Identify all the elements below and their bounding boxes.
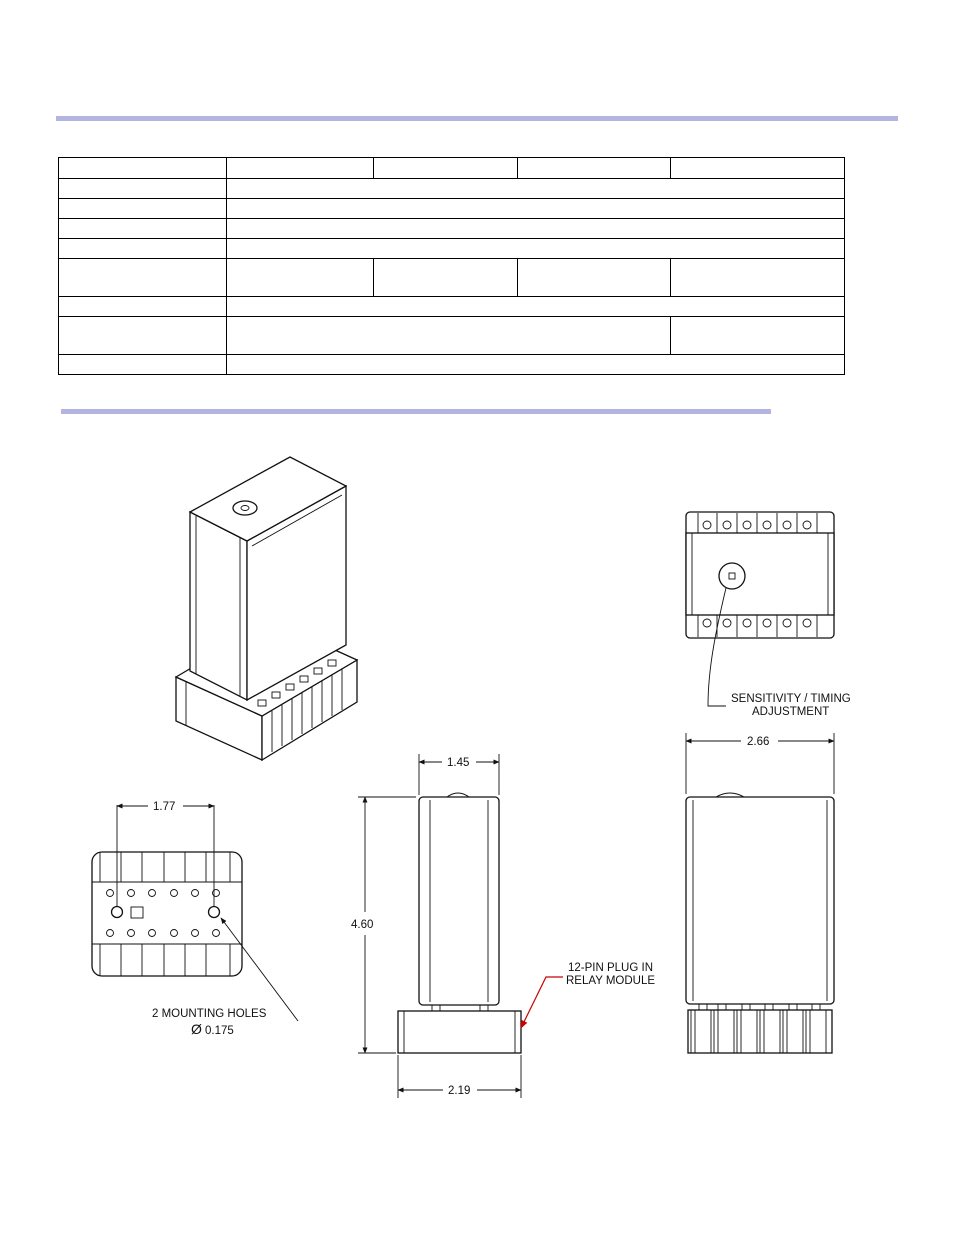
dim-height: 4.60	[351, 919, 374, 931]
plug-label-line2: RELAY MODULE	[566, 975, 656, 987]
isometric-view	[176, 457, 357, 760]
plug-label-line1: 12-PIN PLUG IN	[568, 962, 653, 974]
dim-front-width: 2.66	[747, 736, 770, 748]
side-view	[358, 754, 563, 1098]
front-view	[686, 733, 834, 1053]
dim-side-depth: 1.45	[447, 757, 470, 769]
dim-base-depth: 2.19	[448, 1085, 471, 1097]
mounting-holes-diameter: 0.175	[205, 1025, 234, 1037]
top-view	[686, 512, 834, 706]
dim-hole-spacing: 1.77	[153, 801, 176, 813]
diameter-symbol: Ø	[191, 1021, 202, 1037]
sensitivity-label-line2: ADJUSTMENT	[752, 706, 830, 718]
bottom-view	[92, 805, 298, 1021]
mounting-holes-label: 2 MOUNTING HOLES	[152, 1008, 267, 1020]
sensitivity-label-line1: SENSITIVITY / TIMING	[731, 693, 851, 705]
